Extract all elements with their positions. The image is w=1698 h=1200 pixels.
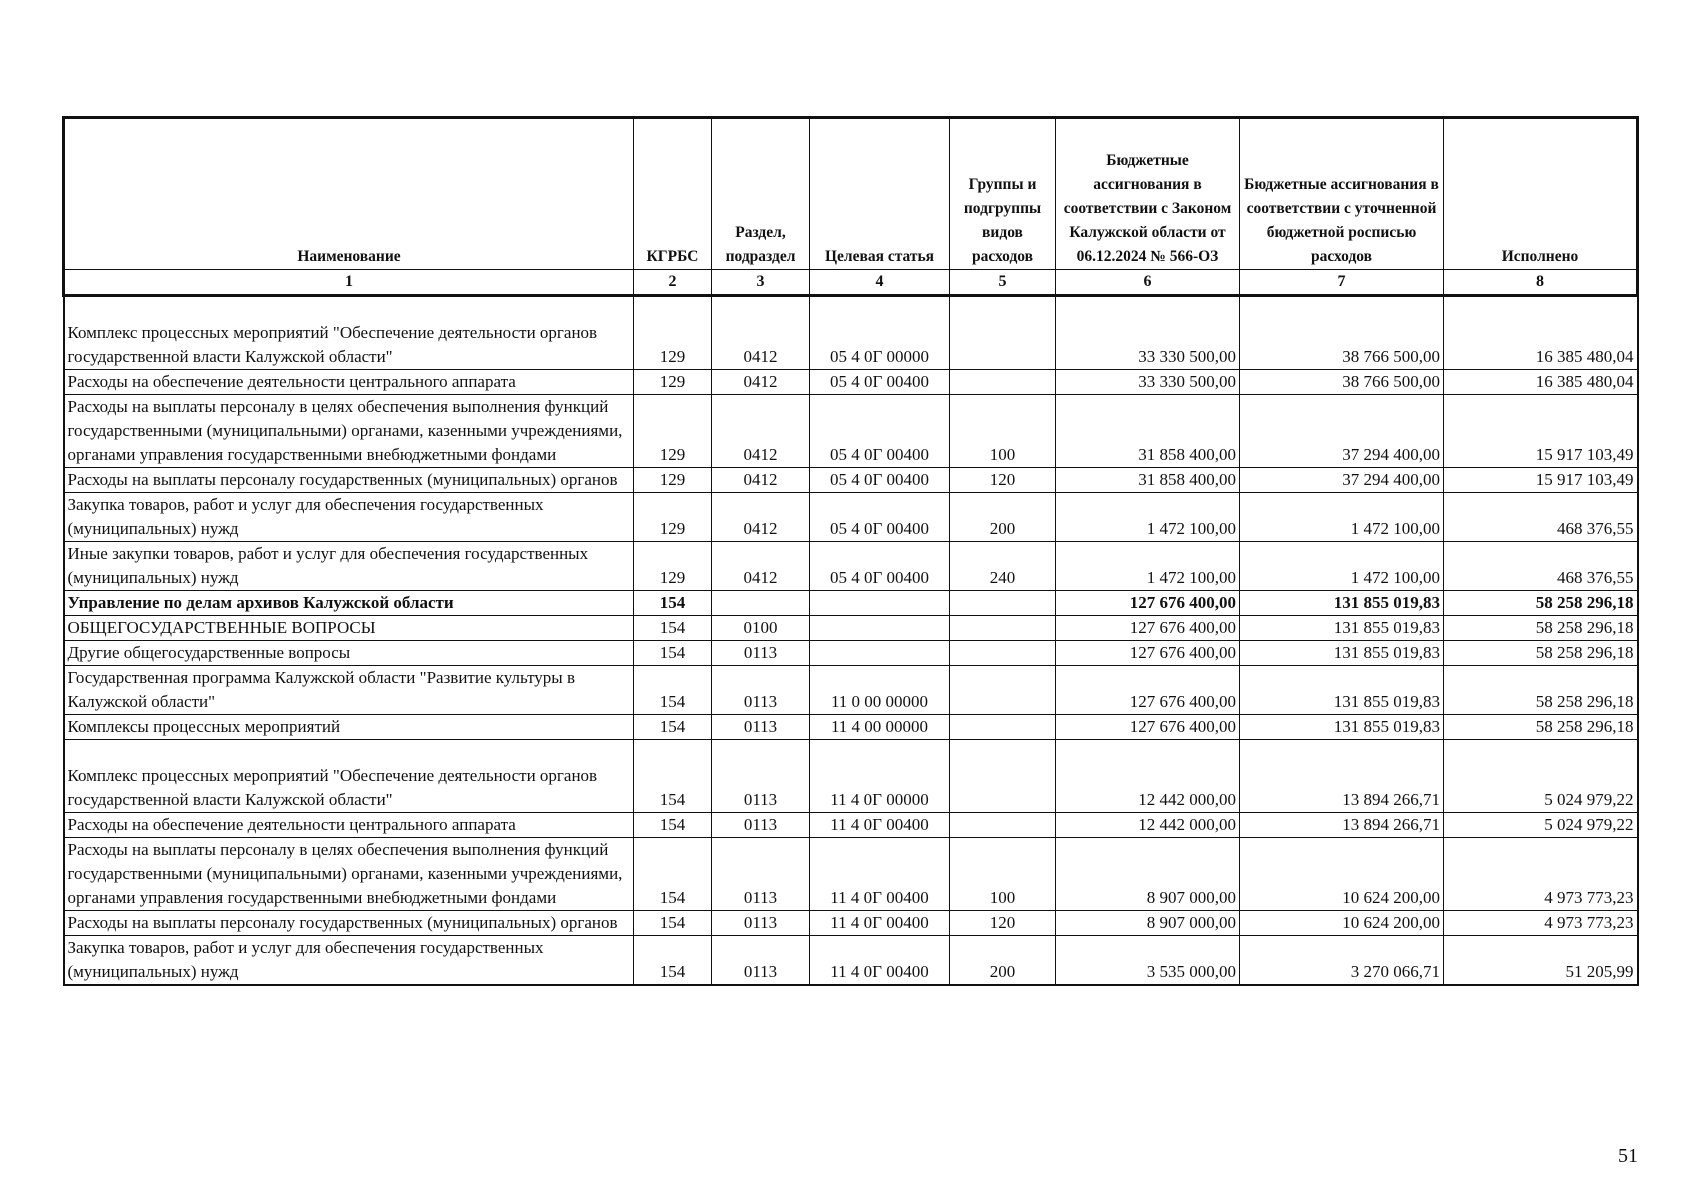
header-target: Целевая статья bbox=[810, 118, 950, 270]
row-group bbox=[950, 666, 1056, 715]
row-section: 0113 bbox=[712, 715, 810, 740]
row-kgrbs: 154 bbox=[634, 911, 712, 936]
row-executed-amount: 58 258 296,18 bbox=[1444, 715, 1638, 740]
row-section: 0113 bbox=[712, 666, 810, 715]
row-section: 0412 bbox=[712, 493, 810, 542]
row-kgrbs: 154 bbox=[634, 715, 712, 740]
row-section: 0412 bbox=[712, 542, 810, 591]
row-name: Комплексы процессных мероприятий bbox=[64, 715, 634, 740]
table-row bbox=[64, 370, 1638, 395]
column-number: 3 bbox=[712, 270, 810, 296]
row-law-amount: 33 330 500,00 bbox=[1056, 370, 1240, 395]
table-row bbox=[64, 936, 1638, 986]
row-name: ОБЩЕГОСУДАРСТВЕННЫЕ ВОПРОСЫ bbox=[64, 616, 634, 641]
table-row bbox=[64, 296, 1638, 370]
header-section: Раздел, подраздел bbox=[712, 118, 810, 270]
table-row bbox=[64, 493, 1638, 542]
row-target bbox=[810, 641, 950, 666]
row-target bbox=[810, 616, 950, 641]
header-law-assignments: Бюджетные ассигнования в соответствии с Законом Калужской области от 06.12.2024 № 566-ОЗ bbox=[1056, 118, 1240, 270]
table-row bbox=[64, 911, 1638, 936]
row-section: 0412 bbox=[712, 468, 810, 493]
row-group: 100 bbox=[950, 395, 1056, 468]
column-number: 7 bbox=[1240, 270, 1444, 296]
row-target: 05 4 0Г 00400 bbox=[810, 370, 950, 395]
header-kgrbs: КГРБС bbox=[634, 118, 712, 270]
row-kgrbs: 154 bbox=[634, 838, 712, 911]
row-section: 0412 bbox=[712, 296, 810, 370]
row-executed-amount: 58 258 296,18 bbox=[1444, 591, 1638, 616]
row-law-amount: 12 442 000,00 bbox=[1056, 813, 1240, 838]
row-group bbox=[950, 813, 1056, 838]
row-group bbox=[950, 715, 1056, 740]
header-name: Наименование bbox=[64, 118, 634, 270]
row-refined-amount: 13 894 266,71 bbox=[1240, 813, 1444, 838]
header-row bbox=[64, 118, 1638, 270]
row-refined-amount: 131 855 019,83 bbox=[1240, 641, 1444, 666]
header-executed: Исполнено bbox=[1444, 118, 1638, 270]
row-executed-amount: 58 258 296,18 bbox=[1444, 666, 1638, 715]
row-kgrbs: 154 bbox=[634, 936, 712, 986]
row-executed-amount: 58 258 296,18 bbox=[1444, 641, 1638, 666]
row-law-amount: 1 472 100,00 bbox=[1056, 542, 1240, 591]
row-target: 05 4 0Г 00000 bbox=[810, 296, 950, 370]
row-group bbox=[950, 296, 1056, 370]
row-target: 05 4 0Г 00400 bbox=[810, 468, 950, 493]
row-executed-amount: 468 376,55 bbox=[1444, 542, 1638, 591]
table-row bbox=[64, 715, 1638, 740]
row-executed-amount: 15 917 103,49 bbox=[1444, 468, 1638, 493]
row-refined-amount: 10 624 200,00 bbox=[1240, 911, 1444, 936]
row-kgrbs: 154 bbox=[634, 813, 712, 838]
row-executed-amount: 4 973 773,23 bbox=[1444, 838, 1638, 911]
row-name: Закупка товаров, работ и услуг для обеспечения государственных (муниципальных) нужд bbox=[64, 936, 634, 986]
row-name: Расходы на выплаты персоналу государственных (муниципальных) органов bbox=[64, 911, 634, 936]
row-name: Расходы на обеспечение деятельности центрального аппарата bbox=[64, 370, 634, 395]
row-kgrbs: 129 bbox=[634, 296, 712, 370]
row-name: Государственная программа Калужской области "Развитие культуры в Калужской области" bbox=[64, 666, 634, 715]
column-number: 5 bbox=[950, 270, 1056, 296]
row-section: 0113 bbox=[712, 740, 810, 813]
row-group: 200 bbox=[950, 493, 1056, 542]
column-number: 2 bbox=[634, 270, 712, 296]
table-row bbox=[64, 468, 1638, 493]
row-refined-amount: 37 294 400,00 bbox=[1240, 395, 1444, 468]
row-kgrbs: 129 bbox=[634, 542, 712, 591]
row-executed-amount: 16 385 480,04 bbox=[1444, 370, 1638, 395]
table-row bbox=[64, 616, 1638, 641]
table-row bbox=[64, 395, 1638, 468]
row-group bbox=[950, 370, 1056, 395]
row-target: 11 4 00 00000 bbox=[810, 715, 950, 740]
row-law-amount: 8 907 000,00 bbox=[1056, 911, 1240, 936]
row-section: 0113 bbox=[712, 838, 810, 911]
row-name: Управление по делам архивов Калужской области bbox=[64, 591, 634, 616]
row-name: Другие общегосударственные вопросы bbox=[64, 641, 634, 666]
row-name: Комплекс процессных мероприятий "Обеспечение деятельности органов государственной власти Калужской области" bbox=[64, 740, 634, 813]
row-group: 240 bbox=[950, 542, 1056, 591]
row-refined-amount: 10 624 200,00 bbox=[1240, 838, 1444, 911]
row-group bbox=[950, 616, 1056, 641]
table-row bbox=[64, 666, 1638, 715]
row-kgrbs: 129 bbox=[634, 370, 712, 395]
row-kgrbs: 129 bbox=[634, 468, 712, 493]
row-law-amount: 1 472 100,00 bbox=[1056, 493, 1240, 542]
column-number: 1 bbox=[64, 270, 634, 296]
row-group: 120 bbox=[950, 911, 1056, 936]
row-refined-amount: 1 472 100,00 bbox=[1240, 542, 1444, 591]
row-name: Расходы на обеспечение деятельности центрального аппарата bbox=[64, 813, 634, 838]
row-group bbox=[950, 591, 1056, 616]
row-name: Расходы на выплаты персоналу в целях обеспечения выполнения функций государственными (муниципальными) органами, казенными учреждениями, органами управления государственными внебюджетными фондами bbox=[64, 395, 634, 468]
header-refined-assignments: Бюджетные ассигнования в соответствии с уточненной бюджетной росписью расходов bbox=[1240, 118, 1444, 270]
row-kgrbs: 154 bbox=[634, 591, 712, 616]
row-refined-amount: 38 766 500,00 bbox=[1240, 370, 1444, 395]
row-executed-amount: 58 258 296,18 bbox=[1444, 616, 1638, 641]
row-law-amount: 3 535 000,00 bbox=[1056, 936, 1240, 986]
row-kgrbs: 154 bbox=[634, 740, 712, 813]
table-row bbox=[64, 641, 1638, 666]
row-kgrbs: 129 bbox=[634, 395, 712, 468]
row-law-amount: 127 676 400,00 bbox=[1056, 641, 1240, 666]
row-target: 11 4 0Г 00400 bbox=[810, 838, 950, 911]
row-refined-amount: 131 855 019,83 bbox=[1240, 591, 1444, 616]
row-target: 11 4 0Г 00400 bbox=[810, 911, 950, 936]
row-executed-amount: 5 024 979,22 bbox=[1444, 813, 1638, 838]
row-kgrbs: 154 bbox=[634, 641, 712, 666]
row-target: 05 4 0Г 00400 bbox=[810, 395, 950, 468]
row-section: 0412 bbox=[712, 395, 810, 468]
row-refined-amount: 3 270 066,71 bbox=[1240, 936, 1444, 986]
column-number: 8 bbox=[1444, 270, 1638, 296]
row-refined-amount: 131 855 019,83 bbox=[1240, 715, 1444, 740]
row-kgrbs: 154 bbox=[634, 666, 712, 715]
row-group: 200 bbox=[950, 936, 1056, 986]
row-group bbox=[950, 740, 1056, 813]
row-group: 100 bbox=[950, 838, 1056, 911]
row-name: Расходы на выплаты персоналу в целях обеспечения выполнения функций государственными (муниципальными) органами, казенными учреждениями, органами управления государственными внебюджетными фондами bbox=[64, 838, 634, 911]
page-number: 51 bbox=[1618, 1145, 1638, 1167]
table-row bbox=[64, 591, 1638, 616]
row-group: 120 bbox=[950, 468, 1056, 493]
row-executed-amount: 15 917 103,49 bbox=[1444, 395, 1638, 468]
column-number: 4 bbox=[810, 270, 950, 296]
row-name: Закупка товаров, работ и услуг для обеспечения государственных (муниципальных) нужд bbox=[64, 493, 634, 542]
column-numbers-row bbox=[64, 270, 1638, 296]
header-group: Группы и подгруппы видов расходов bbox=[950, 118, 1056, 270]
row-section: 0113 bbox=[712, 641, 810, 666]
row-target: 05 4 0Г 00400 bbox=[810, 542, 950, 591]
row-executed-amount: 468 376,55 bbox=[1444, 493, 1638, 542]
row-group bbox=[950, 641, 1056, 666]
row-refined-amount: 37 294 400,00 bbox=[1240, 468, 1444, 493]
row-section: 0100 bbox=[712, 616, 810, 641]
table-row bbox=[64, 838, 1638, 911]
row-executed-amount: 5 024 979,22 bbox=[1444, 740, 1638, 813]
row-name: Расходы на выплаты персоналу государственных (муниципальных) органов bbox=[64, 468, 634, 493]
row-section: 0113 bbox=[712, 911, 810, 936]
row-executed-amount: 16 385 480,04 bbox=[1444, 296, 1638, 370]
row-executed-amount: 4 973 773,23 bbox=[1444, 911, 1638, 936]
row-law-amount: 8 907 000,00 bbox=[1056, 838, 1240, 911]
row-section: 0412 bbox=[712, 370, 810, 395]
table-row bbox=[64, 542, 1638, 591]
budget-table bbox=[62, 116, 1639, 986]
row-refined-amount: 38 766 500,00 bbox=[1240, 296, 1444, 370]
row-kgrbs: 154 bbox=[634, 616, 712, 641]
row-law-amount: 31 858 400,00 bbox=[1056, 395, 1240, 468]
row-refined-amount: 13 894 266,71 bbox=[1240, 740, 1444, 813]
table-row bbox=[64, 813, 1638, 838]
row-section: 0113 bbox=[712, 813, 810, 838]
column-number: 6 bbox=[1056, 270, 1240, 296]
row-target bbox=[810, 591, 950, 616]
row-refined-amount: 131 855 019,83 bbox=[1240, 616, 1444, 641]
row-law-amount: 31 858 400,00 bbox=[1056, 468, 1240, 493]
row-target: 05 4 0Г 00400 bbox=[810, 493, 950, 542]
table-body bbox=[64, 296, 1638, 986]
row-target: 11 4 0Г 00400 bbox=[810, 813, 950, 838]
row-target: 11 4 0Г 00000 bbox=[810, 740, 950, 813]
row-target: 11 0 00 00000 bbox=[810, 666, 950, 715]
row-law-amount: 127 676 400,00 bbox=[1056, 715, 1240, 740]
row-refined-amount: 131 855 019,83 bbox=[1240, 666, 1444, 715]
row-section: 0113 bbox=[712, 936, 810, 986]
row-section bbox=[712, 591, 810, 616]
row-target: 11 4 0Г 00400 bbox=[810, 936, 950, 986]
row-refined-amount: 1 472 100,00 bbox=[1240, 493, 1444, 542]
row-kgrbs: 129 bbox=[634, 493, 712, 542]
row-name: Иные закупки товаров, работ и услуг для обеспечения государственных (муниципальных) нужд bbox=[64, 542, 634, 591]
row-name: Комплекс процессных мероприятий "Обеспечение деятельности органов государственной власти Калужской области" bbox=[64, 296, 634, 370]
row-law-amount: 127 676 400,00 bbox=[1056, 591, 1240, 616]
row-law-amount: 12 442 000,00 bbox=[1056, 740, 1240, 813]
table-header bbox=[64, 118, 1638, 296]
row-law-amount: 127 676 400,00 bbox=[1056, 616, 1240, 641]
row-law-amount: 127 676 400,00 bbox=[1056, 666, 1240, 715]
row-law-amount: 33 330 500,00 bbox=[1056, 296, 1240, 370]
table-row bbox=[64, 740, 1638, 813]
row-executed-amount: 51 205,99 bbox=[1444, 936, 1638, 986]
